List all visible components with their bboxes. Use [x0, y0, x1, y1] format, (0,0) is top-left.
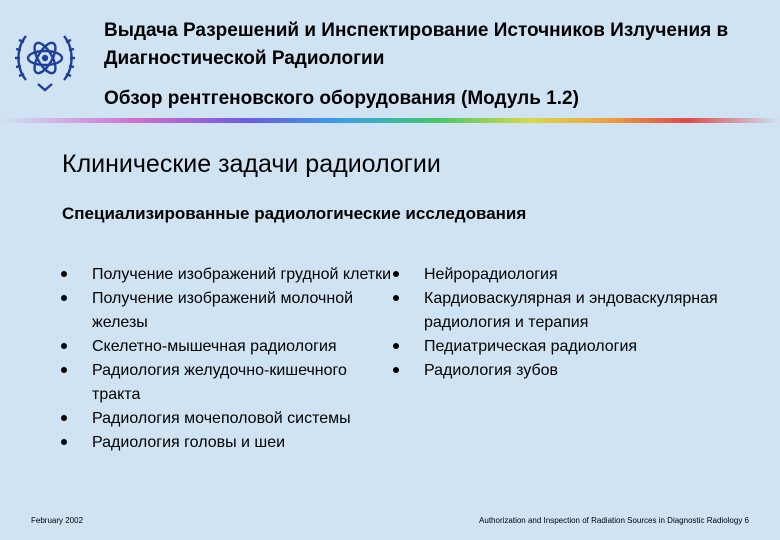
bullet-icon [393, 367, 399, 373]
rainbow-divider [0, 118, 780, 123]
left-list [92, 263, 392, 455]
list-item: Радиология мочеполовой системы [92, 407, 392, 431]
footer-date: February 2002 [31, 516, 84, 525]
subheading: Специализированные радиологические исследования [62, 204, 527, 223]
bullet-icon [61, 415, 67, 421]
right-list [424, 263, 764, 383]
bullet-icon [61, 271, 67, 277]
bullet-icon [61, 343, 67, 349]
bullet-icon [61, 439, 67, 445]
bullet-icon [393, 343, 399, 349]
bullet-icon [393, 271, 399, 277]
list-item: Получение изображений молочной железы [92, 287, 392, 335]
list-item: Радиология зубов [424, 359, 764, 383]
list-item: Педиатрическая радиология [424, 335, 764, 359]
list-item: Кардиоваскулярная и эндоваскулярная радиология и терапия [424, 287, 764, 335]
bullet-icon [61, 367, 67, 373]
list-item: Радиология желудочно-кишечного тракта [92, 359, 392, 407]
list-item: Скелетно-мышечная радиология [92, 335, 392, 359]
header-subtitle: Обзор рентгеновского оборудования (Модуль 1.2) [104, 88, 579, 109]
iaea-atom-logo-icon [12, 22, 78, 94]
bullet-icon [393, 295, 399, 301]
list-item: Радиология головы и шеи [92, 431, 392, 455]
list-item: Получение изображений грудной клетки [92, 263, 392, 287]
header-title: Выдача Разрешений и Инспектирование Источников Излучения в Диагностической Радиологии [104, 20, 729, 69]
section-title: Клинические задачи радиологии [62, 150, 441, 178]
list-item: Нейрорадиология [424, 263, 764, 287]
bullet-icon [61, 295, 67, 301]
footer-note: Authorization and Inspection of Radiation Sources in Diagnostic Radiology 6 [479, 516, 749, 525]
